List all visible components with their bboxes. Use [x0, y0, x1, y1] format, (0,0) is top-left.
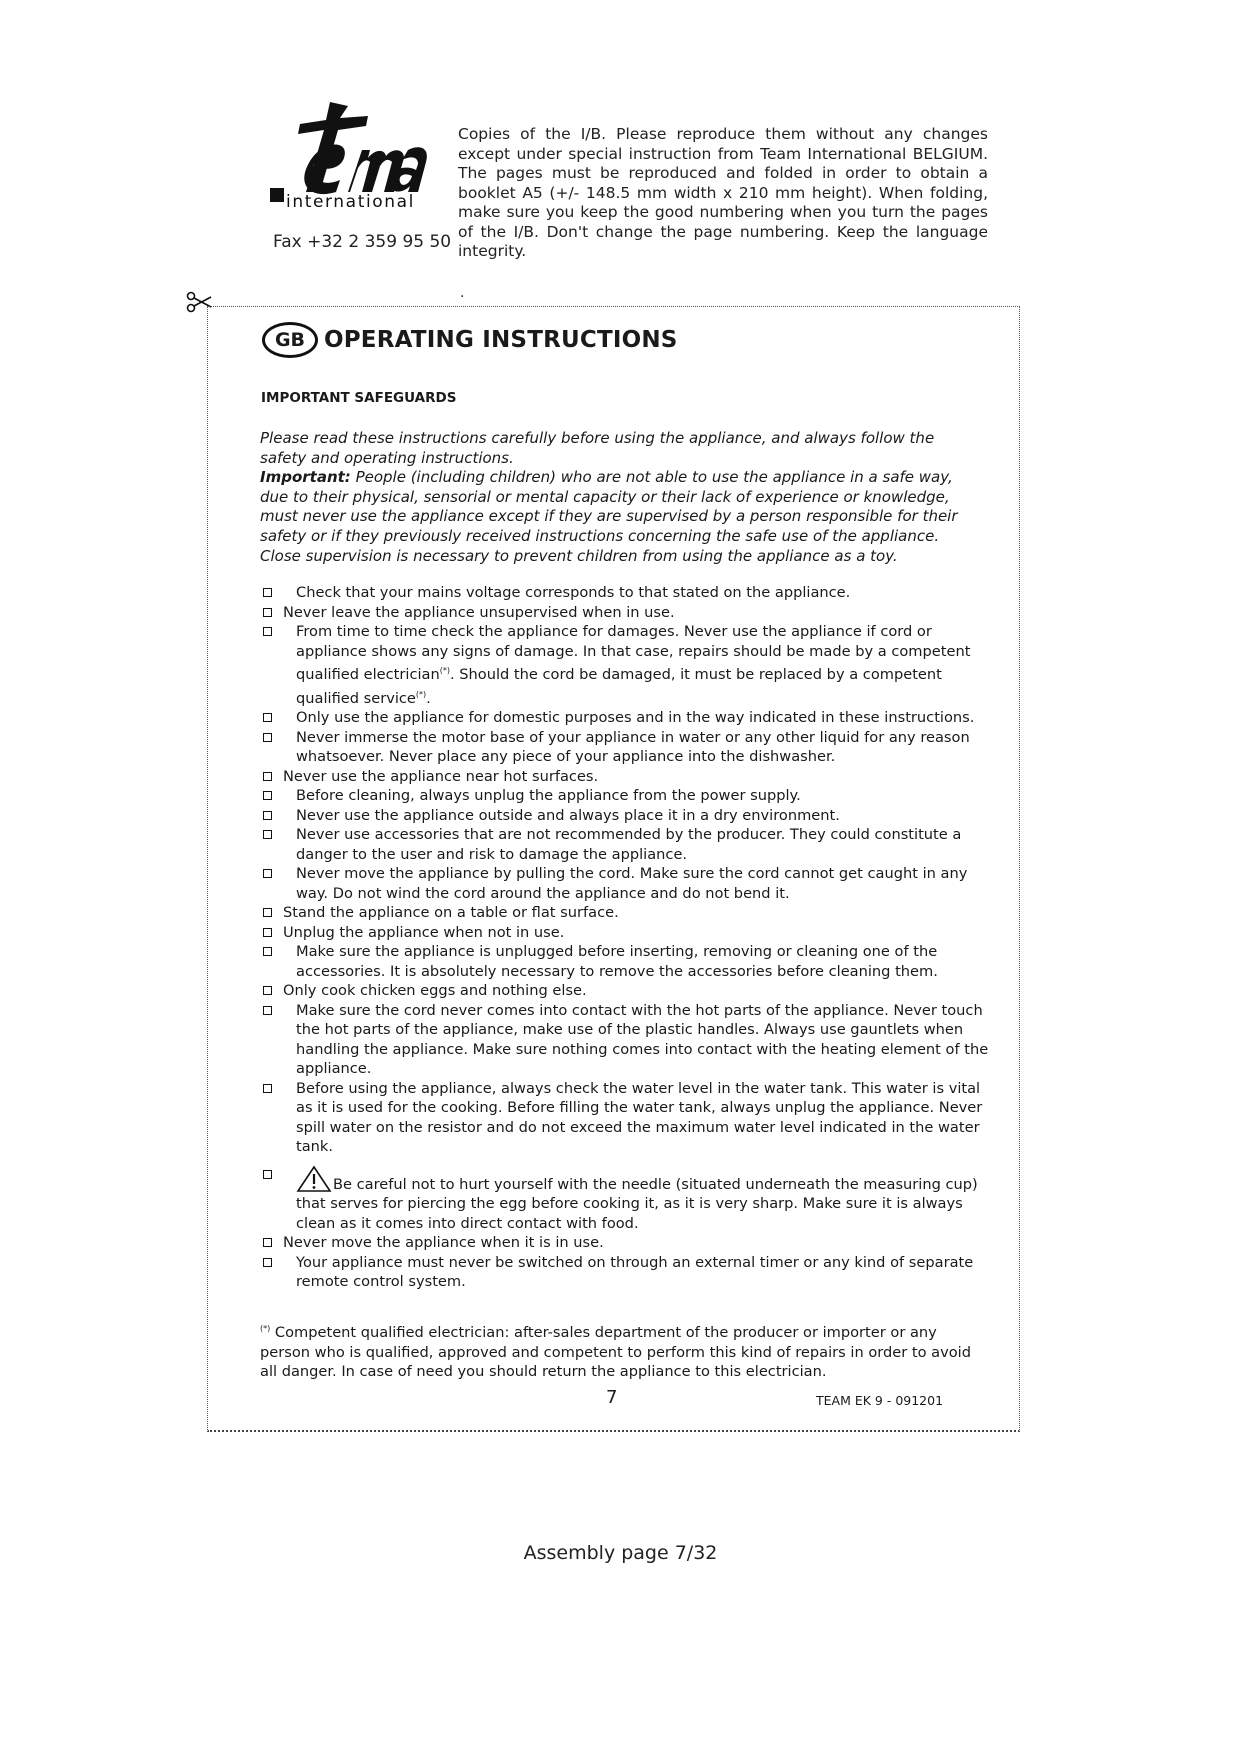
- list-item: Before cleaning, always unplug the appliance from the power supply.: [262, 786, 992, 806]
- checkbox-bullet-icon: [263, 772, 272, 781]
- checkbox-bullet-icon: [263, 627, 272, 636]
- checkbox-bullet-icon: [263, 733, 272, 742]
- list-item: Make sure the cord never comes into contact with the hot parts of the appliance. Never touch the hot parts of the appliance, make use of the plastic handles. Always use gauntlets when handling the appliance. Make sure nothing comes into contact with the heating element of the appliance.: [262, 1001, 992, 1079]
- checkbox-bullet-icon: [263, 830, 272, 839]
- list-item: Only use the appliance for domestic purposes and in the way indicated in these instructions.: [262, 708, 992, 728]
- checkbox-bullet-icon: [263, 947, 272, 956]
- important-label: Important:: [260, 468, 351, 487]
- important-notice: [260, 468, 980, 546]
- section-subtitle: IMPORTANT SAFEGUARDS: [261, 390, 457, 406]
- checkbox-bullet-icon: [263, 1084, 272, 1093]
- checkbox-bullet-icon: [263, 1238, 272, 1247]
- footnote-text: Competent qualified electrician: after-sales department of the producer or importer or any person who is qualified, approved and competent to perform this kind of repairs in order to avoid all danger. In case of need you should return the appliance to this electrician.: [260, 1324, 972, 1380]
- list-item: Stand the appliance on a table or flat surface.: [262, 903, 992, 923]
- svg-text:international: international: [286, 192, 416, 212]
- checkbox-bullet-icon: [263, 791, 272, 800]
- checkbox-bullet-icon: [263, 986, 272, 995]
- checkbox-bullet-icon: [263, 928, 272, 937]
- list-item: Make sure the appliance is unplugged before inserting, removing or cleaning one of the accessories. It is absolutely necessary to remove the accessories before cleaning them.: [262, 942, 992, 981]
- list-item: Never immerse the motor base of your appliance in water or any other liquid for any reason whatsoever. Never place any piece of your appliance into the dishwasher.: [262, 728, 992, 767]
- safeguards-list: [262, 583, 992, 1292]
- checkbox-bullet-icon: [263, 908, 272, 917]
- page-title: OPERATING INSTRUCTIONS: [324, 327, 678, 353]
- checkbox-bullet-icon: [263, 811, 272, 820]
- footnote-ref: (*): [415, 689, 427, 699]
- checkbox-bullet-icon: [263, 869, 272, 878]
- model-code: TEAM EK 9 - 091201: [816, 1393, 944, 1408]
- checkbox-bullet-icon: [263, 1258, 272, 1267]
- checkbox-bullet-icon: [263, 608, 272, 617]
- section-title-row: [262, 320, 678, 360]
- checkbox-bullet-icon: [263, 713, 272, 722]
- list-item: Never move the appliance when it is in use.: [262, 1233, 992, 1253]
- footnote: [260, 1319, 972, 1382]
- list-item: Never leave the appliance unsupervised when in use.: [262, 603, 992, 623]
- list-item: From time to time check the appliance for damages. Never use the appliance if cord or appliance shows any signs of damage. In that case, repairs should be made by a competent qualified electrician(*). Should the cord be damaged, it must be replaced by a competent qualified service(*).: [262, 622, 992, 708]
- supervision-line: Close supervision is necessary to prevent children from using the appliance as a toy.: [260, 546, 898, 565]
- list-item: Never use the appliance near hot surfaces.: [262, 767, 992, 787]
- intro-paragraph: [260, 429, 980, 566]
- intro-line: Please read these instructions carefully before using the appliance, and always follow the safety and operating instructions.: [260, 429, 935, 467]
- warning-triangle-icon: [296, 1165, 332, 1193]
- list-item: Your appliance must never be switched on through an external timer or any kind of separate remote control system.: [262, 1253, 992, 1292]
- list-item: Check that your mains voltage corresponds to that stated on the appliance.: [262, 583, 992, 603]
- reproduction-note: Copies of the I/B. Please reproduce them without any changes except under special instruction from Team International BELGIUM. The pages must be reproduced and folded in order to obtain a booklet A5 (+/- 148.5 mm width x 210 mm height). When folding, make sure you keep the good numbering when you turn the pages of the I/B. Don't change the page numbering. Keep the language integrity.: [458, 125, 988, 260]
- footnote-ref: (*): [439, 666, 450, 675]
- important-text: People (including children) who are not able to use the appliance in a safe way, due to their physical, sensorial or mental capacity or their lack of experience or knowledge, must never use the appliance except if they are supervised by a person responsible for their safety or if they previously received instructions concerning the safe use of the appliance.: [260, 468, 958, 545]
- footnote-marker: (*): [260, 1324, 271, 1333]
- list-item: Never move the appliance by pulling the cord. Make sure the cord cannot get caught in any way. Do not wind the cord around the appliance and do not bend it.: [262, 864, 992, 903]
- page-number: 7: [606, 1387, 618, 1408]
- fax-number: Fax +32 2 359 95 50: [273, 232, 452, 252]
- list-item: Never use accessories that are not recommended by the producer. They could constitute a danger to the user and risk to damage the appliance.: [262, 825, 992, 864]
- list-item: Never use the appliance outside and always place it in a dry environment.: [262, 806, 992, 826]
- gb-language-badge: GB: [262, 322, 318, 358]
- checkbox-bullet-icon: [263, 588, 272, 597]
- team-international-logo: [270, 100, 440, 225]
- list-item: Only cook chicken eggs and nothing else.: [262, 981, 992, 1001]
- list-item: Be careful not to hurt yourself with the needle (situated underneath the measuring cup) that serves for piercing the egg before cooking it, as it is very sharp. Make sure it is always clean as it comes into direct contact with food.: [262, 1165, 992, 1234]
- list-item: Unplug the appliance when not in use.: [262, 923, 992, 943]
- list-item: Before using the appliance, always check the water level in the water tank. This water is vital as it is used for the cooking. Before filling the water tank, always unplug the appliance. Never spill water on the resistor and do not exceed the maximum water level indicated in the water tank.: [262, 1079, 992, 1157]
- checkbox-bullet-icon: [263, 1170, 272, 1179]
- assembly-page-label: Assembly page 7/32: [523, 1542, 718, 1564]
- checkbox-bullet-icon: [263, 1006, 272, 1015]
- separator-dot: .: [460, 285, 465, 301]
